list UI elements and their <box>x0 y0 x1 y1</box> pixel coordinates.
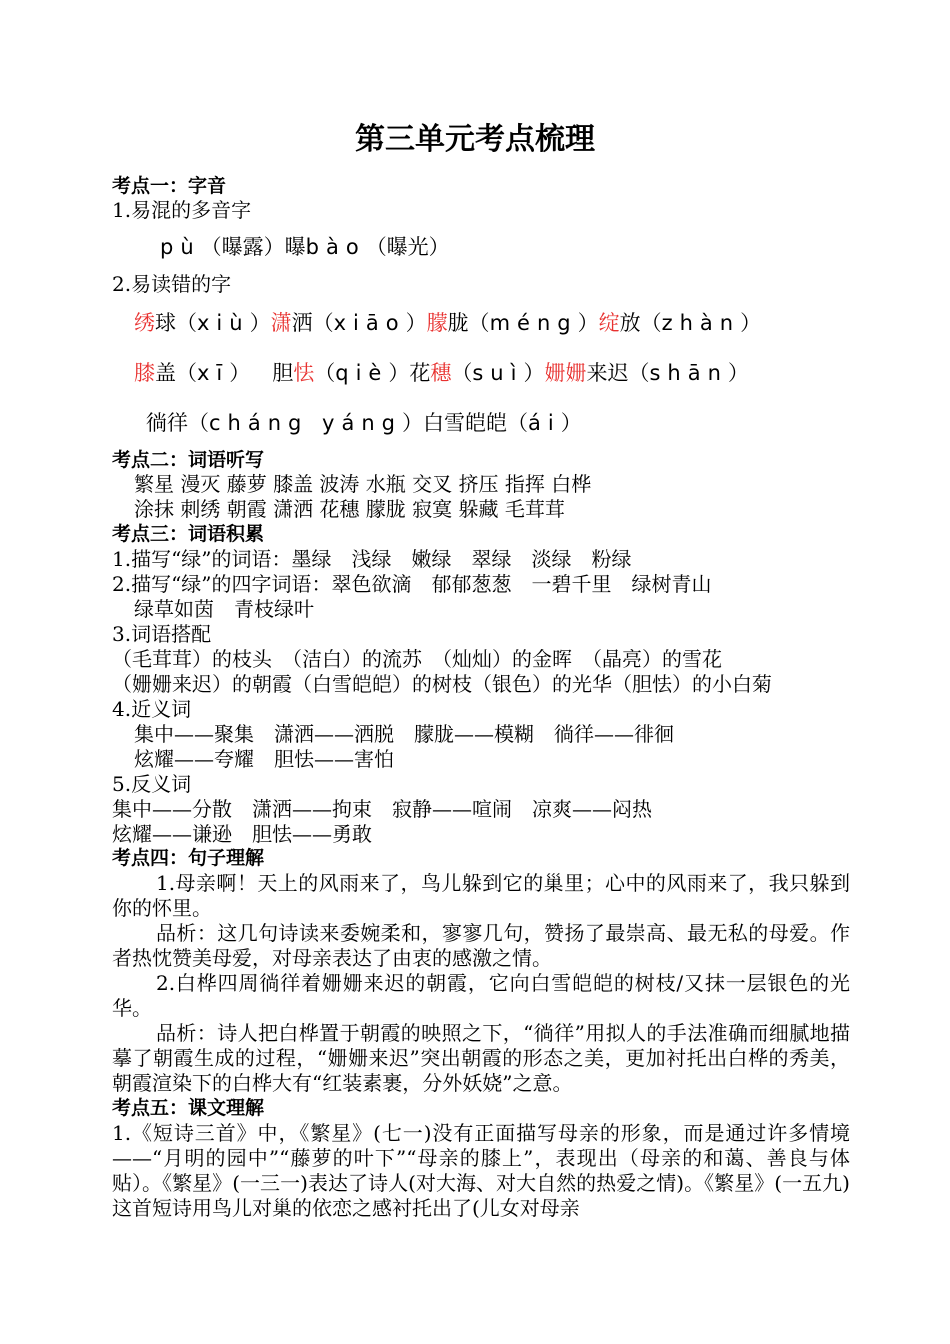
section-heading-3: 考点三：词语积累 <box>112 523 265 545</box>
word: ） <box>388 361 410 385</box>
vocab-line: 1.描写“绿”的词语：墨绿 浅绿 嫩绿 翠绿 淡绿 粉绿 <box>112 547 632 571</box>
word: 胧（ <box>447 311 490 335</box>
sentence-paragraph: 1.母亲啊！天上的风雨来了，鸟儿躲到它的巢里；心中的风雨来了，我只躲到你的怀里。 <box>112 871 850 920</box>
polyphonic-line <box>160 232 900 262</box>
misread-row-1 <box>134 308 874 338</box>
analysis-paragraph: 品析：这几句诗读来委婉柔和，寥寥几句，赞扬了最崇高、最无私的母爱。作者热忱赞美母爱，对母亲表达了由衷的感激之情。 <box>112 921 850 970</box>
misread-row-3 <box>146 408 886 438</box>
word: 放（ <box>619 311 662 335</box>
word: （曝露）曝 <box>200 235 306 259</box>
pinyin: méng <box>489 311 578 335</box>
highlight-char: 穗 <box>430 361 452 385</box>
word: 徜徉（ <box>146 411 209 435</box>
word: （ <box>451 361 473 385</box>
pinyin: cháng yáng <box>209 411 402 435</box>
word: 球（ <box>155 311 197 335</box>
word: 花 <box>409 361 431 385</box>
vocab-line: （毛茸茸）的枝头 （洁白）的流苏 （灿灿）的金晖 （晶亮）的雪花 <box>112 647 722 671</box>
vocab-line: （姗姗来迟）的朝霞（白雪皑皑）的树枝（银色）的光华（胆怯）的小白菊 <box>112 672 772 696</box>
highlight-char: 朦 <box>426 311 448 335</box>
section-heading-1: 考点一：字音 <box>112 175 227 197</box>
section-heading-2: 考点二：词语听写 <box>112 449 265 471</box>
subheading-misread: 2.易读错的字 <box>112 272 232 296</box>
word: ） <box>523 361 545 385</box>
word: ） <box>740 311 762 335</box>
vocab-line: 炫耀——夸耀 胆怯——害怕 <box>134 747 394 771</box>
highlight-char: 怯 <box>293 361 315 385</box>
word: ） <box>560 411 582 435</box>
vocab-line: 炫耀——谦逊 胆怯——勇敢 <box>112 822 372 846</box>
highlight-char: 绽 <box>598 311 620 335</box>
pinyin: pù <box>160 235 201 259</box>
vocab-line: 集中——分散 潇洒——拘束 寂静——喧闹 凉爽——闷热 <box>112 797 652 821</box>
highlight-char: 膝 <box>134 361 155 385</box>
word: （曝光） <box>365 235 450 259</box>
vocab-line: 3.词语搭配 <box>112 622 212 646</box>
dictation-line-1: 繁星 漫灭 藤萝 膝盖 波涛 水瓶 交叉 挤压 指挥 白桦 <box>134 472 592 496</box>
pinyin: qiè <box>335 361 389 385</box>
highlight-char: 姗姗 <box>544 361 587 385</box>
word: ）白雪皑皑（ <box>401 411 528 435</box>
subheading-polyphonic: 1.易混的多音字 <box>112 198 252 222</box>
analysis-paragraph: 品析：诗人把白桦置于朝霞的映照之下，“徜徉”用拟人的手法准确而细腻地描摹了朝霞生成的过程，“姗姗来迟”突出朝霞的形态之美，更加衬托出白桦的秀美，朝霞渲染下的白桦大有“红装素裹，分外妖娆”之意。 <box>112 1021 850 1095</box>
word: 胆 <box>272 361 294 385</box>
word: 来迟（ <box>586 361 650 385</box>
word: ） <box>727 361 749 385</box>
pinyin: xiāo <box>333 311 406 335</box>
word: 洒（ <box>291 311 334 335</box>
pinyin: ái <box>527 411 561 435</box>
highlight-char: 绣 <box>134 311 155 335</box>
misread-row-2 <box>134 358 874 388</box>
pinyin: bào <box>305 235 366 259</box>
word: ） <box>577 311 599 335</box>
vocab-line: 4.近义词 <box>112 697 192 721</box>
word: ） <box>229 361 251 385</box>
vocab-line: 集中——聚集 潇洒——洒脱 朦胧——模糊 徜徉——徘徊 <box>134 722 674 746</box>
word: ） <box>405 311 427 335</box>
highlight-char: 潇 <box>270 311 292 335</box>
sentence-paragraph: 2.白桦四周徜徉着姗姗来迟的朝霞，它向白雪皑皑的树枝/又抹一层银色的光华。 <box>112 971 850 1020</box>
word: 盖（ <box>155 361 197 385</box>
section-heading-4: 考点四：句子理解 <box>112 847 265 869</box>
section-heading-5: 考点五：课文理解 <box>112 1097 265 1119</box>
vocab-line: 2.描写“绿”的四字词语：翠色欲滴 郁郁葱葱 一碧千里 绿树青山 <box>112 572 712 596</box>
page-title: 第三单元考点梳理 <box>355 122 595 157</box>
vocab-line: 5.反义词 <box>112 772 192 796</box>
text-paragraph: 1.《短诗三首》中，《繁星》(七一)没有正面描写母亲的形象，而是通过许多情境——“月明的园中”“藤萝的叶下”“母亲的膝上”，表现出（母亲的和蔼、善良与体贴）。《繁星》(一三一)表达了诗人(对大海、对大自然的热爱之情)。《繁星》(一五九)这首短诗用鸟儿对巢的依恋之感衬托出了(儿女对母亲 <box>112 1121 850 1220</box>
pinyin: xī <box>197 361 230 385</box>
word: （ <box>314 361 336 385</box>
pinyin: suì <box>472 361 524 385</box>
dictation-line-2: 涂抹 刺绣 朝霞 潇洒 花穗 朦胧 寂寞 躲藏 毛茸茸 <box>134 497 565 521</box>
pinyin: zhàn <box>661 311 741 335</box>
pinyin: shān <box>649 361 728 385</box>
vocab-line: 绿草如茵 青枝绿叶 <box>134 597 314 621</box>
word: ） <box>249 311 271 335</box>
pinyin: xiù <box>197 311 250 335</box>
